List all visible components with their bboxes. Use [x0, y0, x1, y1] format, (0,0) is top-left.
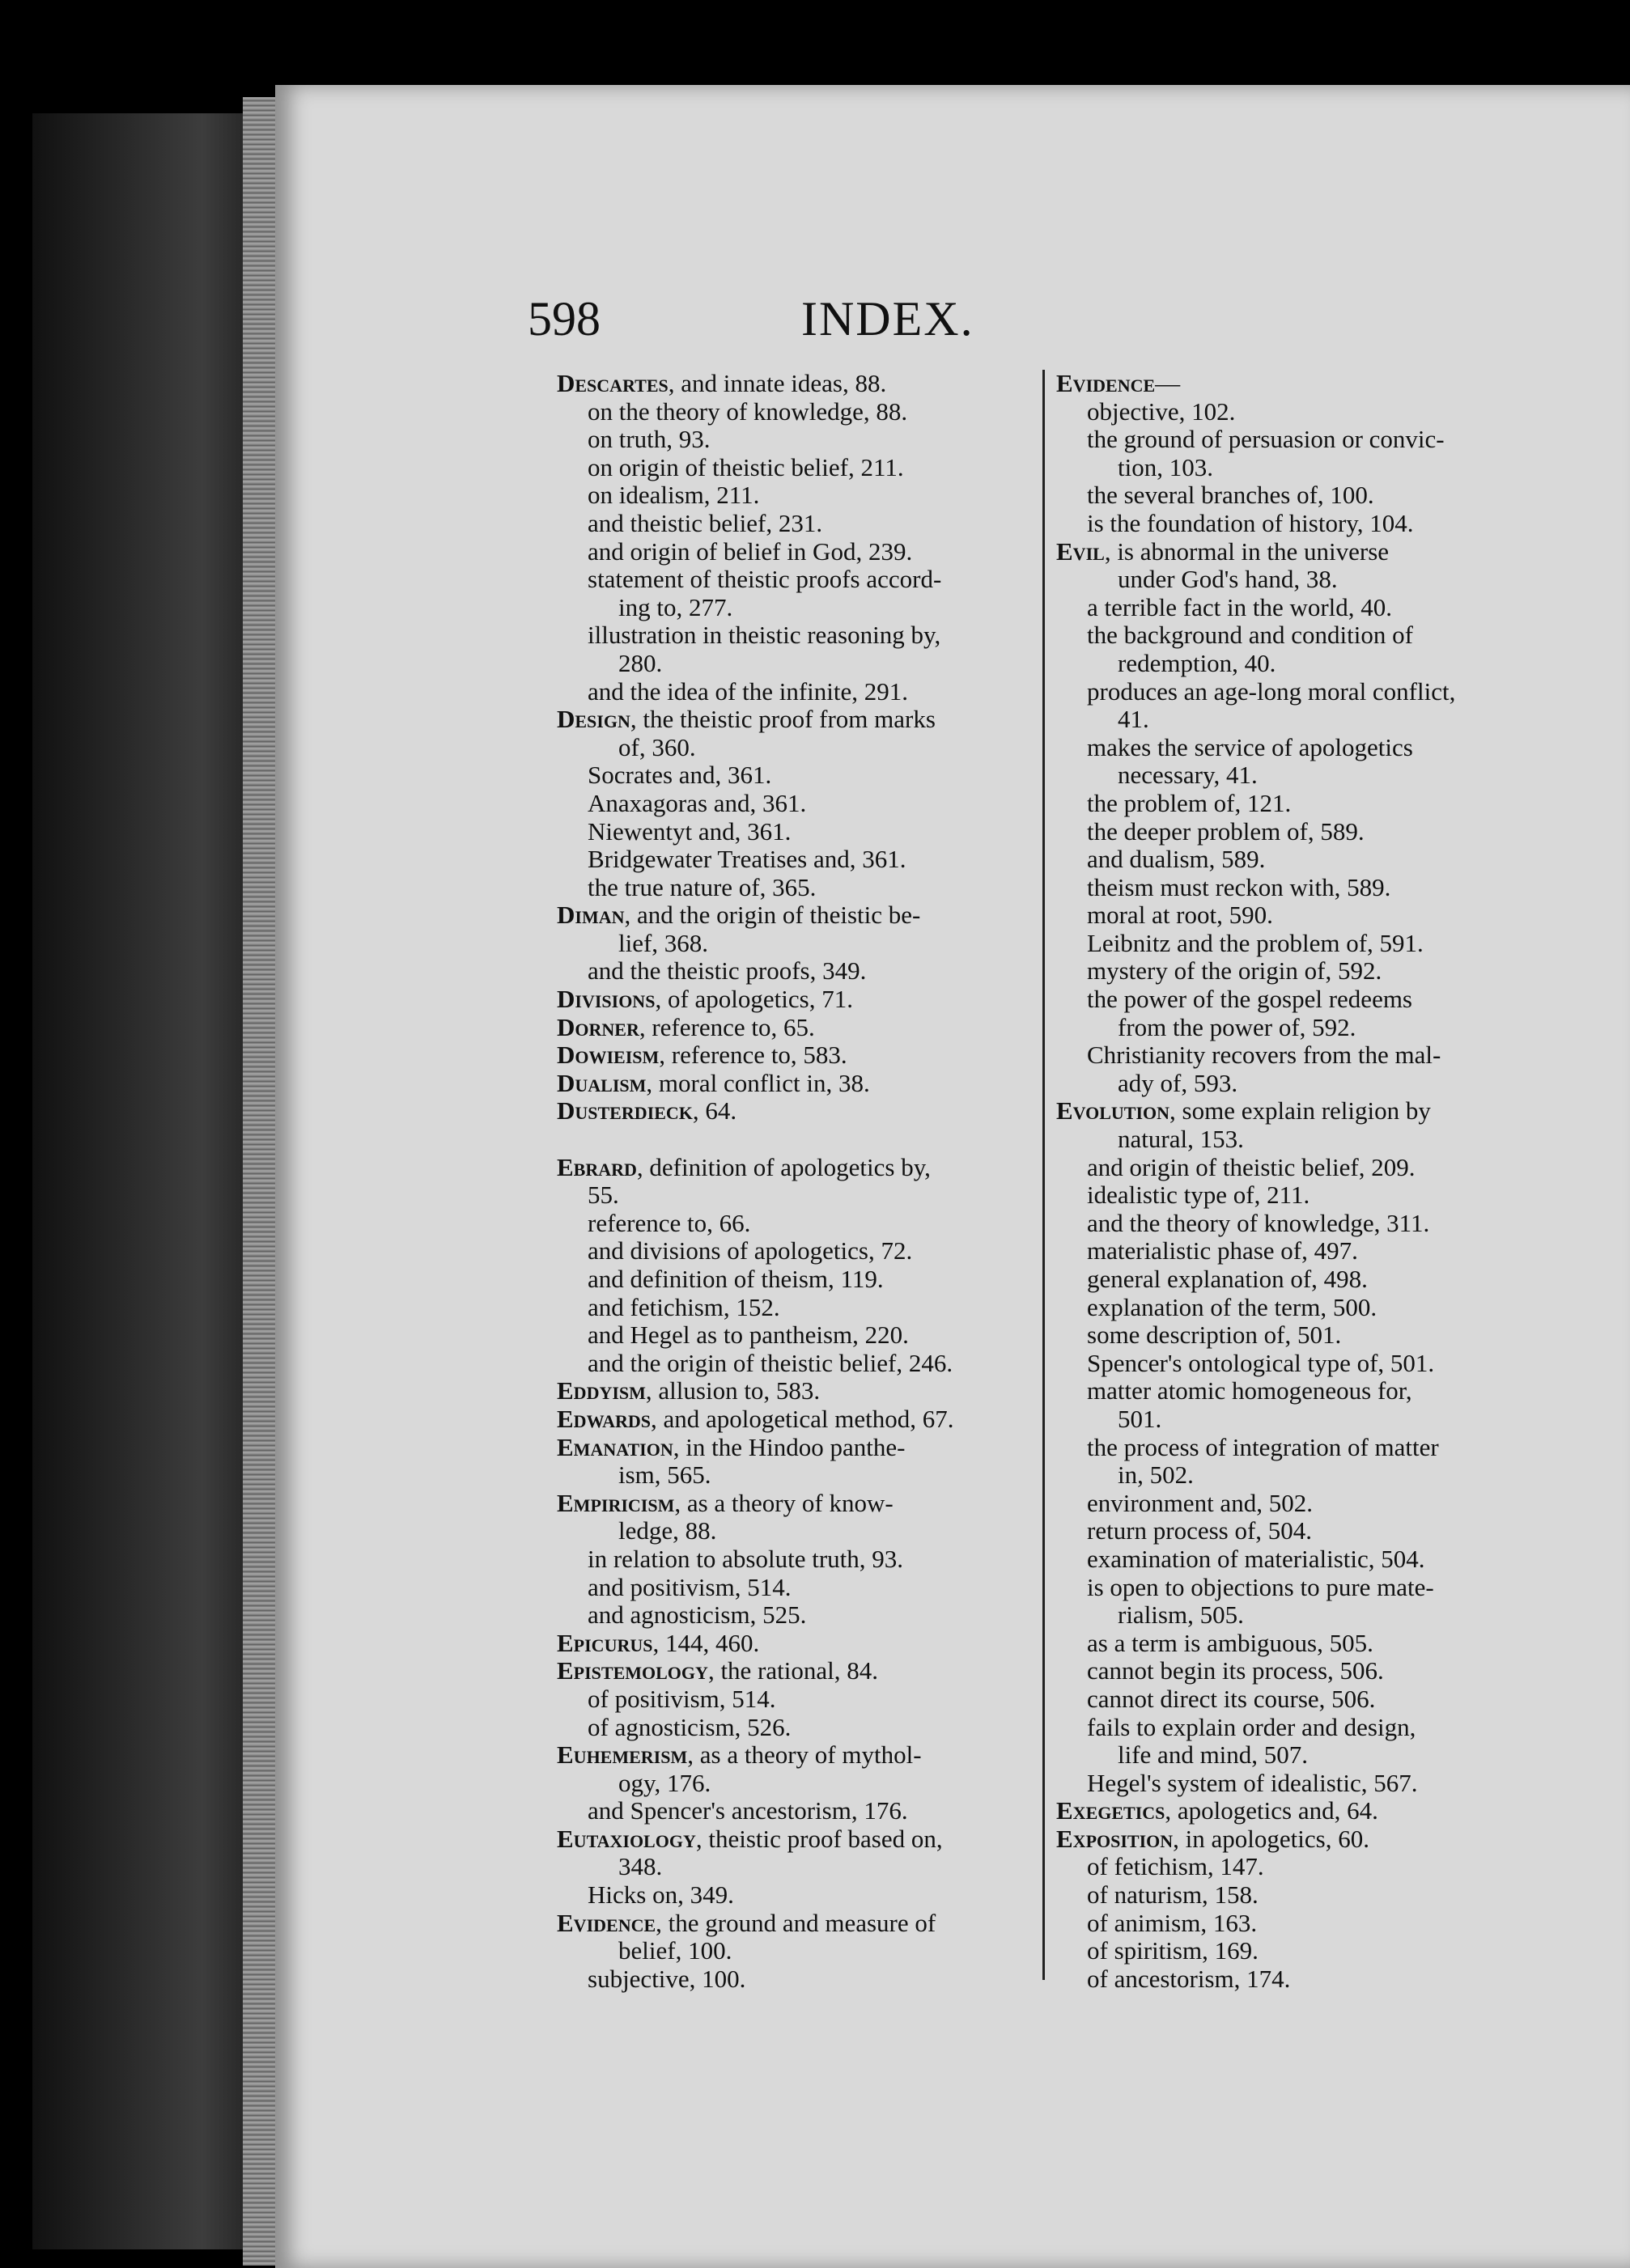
index-subentry — [1056, 398, 1630, 426]
index-subentry — [1056, 874, 1630, 902]
index-text: and divisions of apologetics, 72. — [588, 1236, 913, 1265]
index-text: theism must reckon with, 589. — [1087, 872, 1391, 901]
page-edges — [243, 97, 275, 2266]
index-term: Exegetics — [1056, 1796, 1165, 1825]
index-text: under God's hand, 38. — [1118, 565, 1338, 594]
index-text: , the ground and measure of — [656, 1908, 936, 1937]
index-text: produces an age-long moral conflict, — [1087, 676, 1456, 706]
index-text: the deeper problem of, 589. — [1087, 816, 1365, 846]
index-subentry — [1056, 454, 1630, 482]
index-text: Niewentyt and, 361. — [588, 816, 792, 846]
index-text: , in apologetics, 60. — [1173, 1824, 1369, 1853]
index-text: and Spencer's ancestorism, 176. — [588, 1796, 908, 1825]
index-subentry — [1056, 734, 1630, 762]
index-text: 41. — [1118, 705, 1149, 734]
index-text: , definition of apologetics by, — [636, 1152, 931, 1181]
index-text: , 64. — [692, 1096, 737, 1126]
index-text: cannot direct its course, 506. — [1087, 1684, 1376, 1713]
index-subentry — [1056, 986, 1630, 1014]
index-text: the several branches of, 100. — [1087, 481, 1374, 510]
index-text: 348. — [618, 1852, 663, 1881]
page-number: 598 — [528, 292, 601, 345]
index-text: Christianity recovers from the mal- — [1087, 1041, 1441, 1070]
index-text: and Hegel as to pantheism, 220. — [588, 1321, 909, 1350]
index-subentry — [1056, 1210, 1630, 1238]
index-text: a terrible fact in the world, 40. — [1087, 592, 1393, 621]
index-term: Dualism — [557, 1068, 647, 1097]
index-text: of ancestorism, 174. — [1087, 1964, 1291, 1993]
index-subentry — [1056, 818, 1630, 846]
index-term: Evolution — [1056, 1096, 1170, 1126]
index-term: Eutaxiology — [557, 1824, 696, 1853]
index-subentry — [1056, 1181, 1630, 1210]
index-subentry — [1056, 1574, 1630, 1602]
column-divider — [1042, 370, 1045, 1980]
index-subentry — [1056, 901, 1630, 930]
index-subentry — [1056, 481, 1630, 510]
index-subentry — [1056, 1853, 1630, 1881]
index-text: illustration in theistic reasoning by, — [588, 621, 941, 650]
index-term: Exposition — [1056, 1824, 1174, 1853]
index-text: the process of integration of matter — [1087, 1432, 1439, 1461]
index-text: idealistic type of, 211. — [1087, 1181, 1310, 1210]
index-subentry — [1056, 1265, 1630, 1294]
index-term: Evil — [1056, 536, 1105, 566]
index-text: , in the Hindoo panthe- — [673, 1432, 906, 1461]
index-text: ism, 565. — [618, 1460, 711, 1490]
index-text: Socrates and, 361. — [588, 761, 772, 790]
index-subentry — [1056, 790, 1630, 818]
index-subentry — [1056, 426, 1630, 454]
index-text: lief, 368. — [618, 928, 709, 957]
index-heading-entry — [1056, 1097, 1630, 1126]
index-text: tion, 103. — [1118, 452, 1213, 481]
index-term: Emanation — [557, 1432, 673, 1461]
index-subentry — [1056, 1434, 1630, 1462]
index-subentry — [1056, 510, 1630, 538]
index-term: Evidence — [557, 1908, 656, 1937]
index-text: ledge, 88. — [618, 1516, 717, 1545]
index-text: and fetichism, 152. — [588, 1292, 780, 1321]
index-text: Hegel's system of idealistic, 567. — [1087, 1768, 1418, 1797]
index-text: Spencer's ontological type of, 501. — [1087, 1348, 1435, 1377]
index-text: return process of, 504. — [1087, 1516, 1313, 1545]
index-column-right — [1056, 370, 1630, 1993]
index-subentry — [1056, 1714, 1630, 1742]
index-text: , moral conflict in, 38. — [646, 1068, 870, 1097]
index-text: some description of, 501. — [1087, 1321, 1342, 1350]
index-text: the problem of, 121. — [1087, 788, 1292, 817]
index-text: of animism, 163. — [1087, 1908, 1258, 1937]
index-text: fails to explain order and design, — [1087, 1712, 1416, 1741]
index-subentry — [1056, 1041, 1630, 1070]
index-text: is open to objections to pure mate- — [1087, 1572, 1434, 1601]
index-subentry — [1056, 1545, 1630, 1574]
index-text: of, 360. — [618, 732, 696, 761]
index-text: matter atomic homogeneous for, — [1087, 1376, 1412, 1405]
index-text: of spiritism, 169. — [1087, 1936, 1259, 1965]
index-text: and the origin of theistic belief, 246. — [588, 1348, 953, 1377]
index-heading-entry — [1056, 538, 1630, 566]
book-spine — [32, 113, 275, 2249]
index-term: Evidence — [1056, 369, 1156, 397]
index-subentry — [1056, 1685, 1630, 1714]
index-text: moral at root, 590. — [1087, 901, 1273, 930]
index-text: in relation to absolute truth, 93. — [588, 1544, 904, 1573]
index-text: the ground of persuasion or convic- — [1087, 425, 1445, 454]
index-text: , 144, 460. — [652, 1628, 760, 1657]
index-subentry — [1056, 1294, 1630, 1322]
index-text: ogy, 176. — [618, 1768, 711, 1797]
index-text: redemption, 40. — [1118, 648, 1276, 677]
index-text: on origin of theistic belief, 211. — [588, 452, 904, 481]
index-text: , theistic proof based on, — [695, 1824, 943, 1853]
index-text: and dualism, 589. — [1087, 845, 1266, 874]
index-subentry — [1056, 1881, 1630, 1910]
index-text: — — [1155, 369, 1181, 397]
index-text: , as a theory of know- — [674, 1488, 894, 1517]
index-text: in, 502. — [1118, 1460, 1194, 1490]
index-subentry — [1056, 1126, 1630, 1154]
index-text: life and mind, 507. — [1118, 1740, 1309, 1770]
index-subentry — [1056, 594, 1630, 622]
index-subentry — [1056, 678, 1630, 706]
index-text: , is abnormal in the universe — [1104, 536, 1390, 566]
page-header — [275, 291, 1630, 364]
index-subentry — [1056, 706, 1630, 734]
index-heading-entry — [1056, 370, 1630, 398]
index-subentry — [1056, 1630, 1630, 1658]
index-text: and the theistic proofs, 349. — [588, 956, 867, 986]
index-text: Leibnitz and the problem of, 591. — [1087, 928, 1424, 957]
index-subentry — [1056, 1490, 1630, 1518]
index-subentry — [1056, 1237, 1630, 1265]
index-text: explanation of the term, 500. — [1087, 1292, 1377, 1321]
index-text: of positivism, 514. — [588, 1684, 776, 1713]
index-text: reference to, 66. — [588, 1208, 751, 1237]
index-text: 501. — [1118, 1404, 1162, 1433]
index-text: on idealism, 211. — [588, 481, 760, 510]
index-subentry — [1056, 1350, 1630, 1378]
index-heading-entry — [1056, 1797, 1630, 1825]
index-text: 280. — [618, 648, 663, 677]
index-subentry — [1056, 1377, 1630, 1405]
index-text: , the theistic proof from marks — [630, 705, 936, 734]
index-text: statement of theistic proofs accord- — [588, 565, 942, 594]
index-text: the power of the gospel redeems — [1087, 985, 1413, 1014]
index-text: , apologetics and, 64. — [1165, 1796, 1378, 1825]
index-text: objective, 102. — [1087, 396, 1236, 426]
index-term: Descartes — [557, 369, 669, 397]
index-text: general explanation of, 498. — [1087, 1265, 1368, 1293]
index-term: Divisions — [557, 985, 656, 1014]
index-text: natural, 153. — [1118, 1125, 1244, 1154]
index-subentry — [1056, 566, 1630, 594]
index-text: Anaxagoras and, 361. — [588, 788, 807, 817]
index-text: , as a theory of mythol- — [687, 1740, 922, 1770]
index-term: Empiricism — [557, 1488, 675, 1517]
index-text: ing to, 277. — [618, 592, 733, 621]
index-text: mystery of the origin of, 592. — [1087, 956, 1382, 986]
index-term: Design — [557, 705, 630, 734]
index-text: as a term is ambiguous, 505. — [1087, 1628, 1373, 1657]
index-term: Dusterdieck — [557, 1096, 693, 1126]
index-subentry — [1056, 761, 1630, 790]
index-text: from the power of, 592. — [1118, 1012, 1356, 1041]
index-text: , of apologetics, 71. — [655, 985, 853, 1014]
index-text: environment and, 502. — [1087, 1488, 1313, 1517]
index-subentry — [1056, 1601, 1630, 1630]
index-text: of naturism, 158. — [1087, 1880, 1259, 1910]
index-text: and origin of belief in God, 239. — [588, 536, 913, 566]
index-text: is the foundation of history, 104. — [1087, 508, 1414, 537]
index-term: Edwards — [557, 1404, 652, 1433]
index-text: and the idea of the infinite, 291. — [588, 676, 908, 706]
index-term: Eddyism — [557, 1376, 646, 1405]
index-text: , allusion to, 583. — [645, 1376, 821, 1405]
index-subentry — [1056, 957, 1630, 986]
index-subentry — [1056, 1154, 1630, 1182]
index-term: Euhemerism — [557, 1740, 688, 1770]
index-term: Epicurus — [557, 1628, 653, 1657]
index-text: and positivism, 514. — [588, 1572, 792, 1601]
index-text: , and apologetical method, 67. — [651, 1404, 954, 1433]
index-text: , reference to, 65. — [639, 1012, 815, 1041]
index-text: and origin of theistic belief, 209. — [1087, 1152, 1416, 1181]
index-subentry — [1056, 1321, 1630, 1350]
index-subentry — [1056, 1965, 1630, 1994]
index-text: ady of, 593. — [1118, 1068, 1238, 1097]
index-text: , reference to, 583. — [659, 1041, 847, 1070]
index-text: and agnosticism, 525. — [588, 1600, 807, 1630]
index-text: and definition of theism, 119. — [588, 1265, 884, 1293]
index-subentry — [1056, 846, 1630, 874]
index-subentry — [1056, 650, 1630, 678]
index-subentry — [1056, 1461, 1630, 1490]
index-subentry — [1056, 1657, 1630, 1685]
page-title: INDEX. — [801, 292, 974, 345]
index-subentry — [1056, 1770, 1630, 1798]
index-subentry — [1056, 1910, 1630, 1938]
index-text: the background and condition of — [1087, 621, 1413, 650]
book-page — [275, 85, 1630, 2268]
index-text: of fetichism, 147. — [1087, 1852, 1264, 1881]
index-text: materialistic phase of, 497. — [1087, 1236, 1358, 1265]
index-text: , some explain religion by — [1169, 1096, 1431, 1126]
index-text: on truth, 93. — [588, 425, 711, 454]
index-subentry — [1056, 1070, 1630, 1098]
index-term: Epistemology — [557, 1656, 708, 1685]
index-text: rialism, 505. — [1118, 1600, 1244, 1630]
index-text: on the theory of knowledge, 88. — [588, 396, 908, 426]
index-text: examination of materialistic, 504. — [1087, 1544, 1425, 1573]
index-subentry — [1056, 1937, 1630, 1965]
index-subentry — [1056, 1517, 1630, 1545]
index-subentry — [1056, 1014, 1630, 1042]
index-text: the true nature of, 365. — [588, 872, 817, 901]
index-subentry — [1056, 1741, 1630, 1770]
index-text: belief, 100. — [618, 1936, 732, 1965]
index-subentry — [1056, 1405, 1630, 1434]
index-text: Bridgewater Treatises and, 361. — [588, 845, 906, 874]
index-text: 55. — [588, 1181, 619, 1210]
index-text: , and the origin of theistic be- — [624, 901, 921, 930]
index-subentry — [1056, 621, 1630, 650]
index-heading-entry — [1056, 1825, 1630, 1854]
index-text: and the theory of knowledge, 311. — [1087, 1208, 1430, 1237]
index-term: Diman — [557, 901, 625, 930]
index-text: makes the service of apologetics — [1087, 732, 1413, 761]
index-text: subjective, 100. — [588, 1964, 746, 1993]
index-term: Ebrard — [557, 1152, 637, 1181]
index-text: cannot begin its process, 506. — [1087, 1656, 1384, 1685]
index-subentry — [1056, 930, 1630, 958]
index-text: , the rational, 84. — [707, 1656, 878, 1685]
index-text: Hicks on, 349. — [588, 1880, 734, 1910]
index-text: necessary, 41. — [1118, 761, 1258, 790]
index-text: of agnosticism, 526. — [588, 1712, 792, 1741]
index-term: Dowieism — [557, 1041, 660, 1070]
index-text: and theistic belief, 231. — [588, 508, 823, 537]
index-term: Dorner — [557, 1012, 639, 1041]
index-text: , and innate ideas, 88. — [668, 369, 887, 397]
